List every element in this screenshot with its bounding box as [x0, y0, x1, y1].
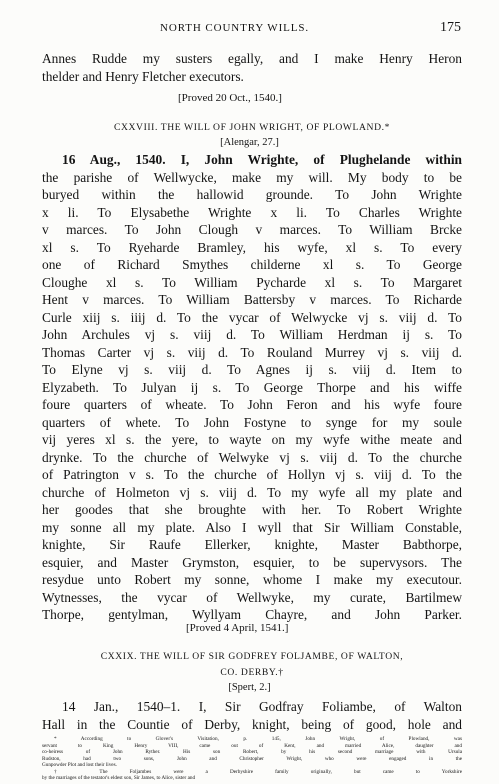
text-line: resydue unto Robert my sonne, whome I make my executour.	[42, 572, 462, 587]
proved-note: [Proved 4 April, 1541.]	[186, 622, 289, 634]
text-line: esquier, and Master Grymston, esquier, to be supervysors. The	[42, 554, 462, 570]
text-line: Hall in the Countie of Derby, knight, being of good, hole and	[42, 716, 462, 732]
text-line: Elyzabeth. To Julyan ij s. To George Thorpe and his wiffe	[42, 379, 462, 395]
text-line: Wytnesses, the vycar of Wellwyke, my curate, Bartilmew	[42, 589, 462, 605]
text-line: one of Richard Smythes childerne xl s. To George	[42, 257, 462, 272]
previous-will-ending	[42, 50, 462, 85]
text-line: foure quarters of wheate. To John Feron and his wyfe foure	[42, 397, 462, 412]
text-line: thelder and Henry Fletcher executors.	[42, 68, 244, 84]
will-heading-continued: CO. DERBY.†	[220, 667, 284, 678]
text-line: vij yeres xl s. the yere, to wayte on my wyfe withe meate and	[42, 432, 462, 447]
footnote-line: † The Foljambes were a Derbyshire family originally, but came to Yorkshire	[54, 768, 462, 775]
footnote-line: * According to Glover's Visitation, p. 145, John Wright, of Plowland, was	[54, 736, 462, 742]
footnote-line: Rudston, had two sons, John and Christopher Wright, who were engaged in the	[42, 755, 462, 762]
text-line: drynke. To the churche of Welwyke vj s. viij d. To the churche	[42, 449, 462, 465]
text-line: my sonne all my plate. Also I wyll that Sir William Constable,	[42, 519, 462, 535]
will-heading: CXXIX. THE WILL OF SIR GODFREY FOLJAMBE, OF WALTON,	[100, 651, 404, 662]
text-line: 16 Aug., 1540. I, John Wrighte, of Plughelande within	[62, 152, 462, 167]
text-line: buryed within the hallowid grounde. To John Wrighte	[42, 187, 462, 202]
text-line: Thomas Carter vj s. viij d. To Rouland Murrey vj s. viij d.	[42, 344, 462, 360]
page-number: 175	[440, 20, 461, 35]
text-line: knighte, Sir Raufe Ellerker, knighte, Master Babthorpe,	[42, 537, 462, 552]
text-line: her goodes that she broughte with her. To Robert Wrighte	[42, 502, 462, 517]
will-body	[42, 698, 462, 733]
will-source: [Alengar, 27.]	[220, 137, 279, 148]
text-line: Hent v marces. To William Battersby v marces. To Richarde	[42, 292, 462, 307]
will-heading: CXXVIII. THE WILL OF JOHN WRIGHT, OF PLOWLAND.*	[113, 122, 390, 133]
footnote-line: servant to King Henry VIII, came out of Kent, and married Alice, daughter and	[42, 742, 462, 749]
text-line: v marces. To John Clough v marces. To William Brcke	[42, 222, 462, 237]
text-line: Annes Rudde my susters egally, and I make Henry Heron	[42, 51, 462, 66]
running-title: NORTH COUNTRY WILLS.	[160, 22, 310, 34]
text-line: Curle xiij s. iiij d. To the vycar of Welwycke vj s. viij d. To	[42, 309, 462, 325]
text-line: Cloughe xl s. To William Pycharde xl s. To Margaret	[42, 274, 462, 290]
text-line: xl s. To Ryeharde Bramley, his wyfe, xl s. To every	[42, 239, 462, 255]
will-body	[42, 151, 462, 624]
text-line: 14 Jan., 1540–1. I, Sir Godfray Foliambe, of Walton	[62, 699, 462, 714]
text-line: of Patrington v s. To the churche of Hollyn vj s. viij d. To the	[42, 467, 462, 482]
text-line: To Elyne vj s. viij d. To Agnes ij s. viij d. Item to	[42, 362, 462, 377]
text-line: churche of Holmeton vj s. viij d. To my wyfe all my plate and	[42, 484, 462, 500]
text-line: Thorpe, gentylman, Wyllyam Chayre, and John Parker.	[42, 607, 462, 622]
text-line: John Archules vj s. viij d. To William Herdman ij s. To	[42, 327, 462, 342]
footnote-line: Gunpowder Plot and lost their lives.	[42, 762, 117, 768]
footnote-line: co-heiress of John Ryther. His son Robert, by his second marriage with Ursula	[42, 749, 462, 755]
footnote-line: by the marriages of the testator's eldest son, Sir James, to Alice, sister and	[42, 775, 196, 781]
text-line: x li. To Elysabethe Wrighte x li. To Charles Wrighte	[42, 204, 462, 220]
proved-note: [Proved 20 Oct., 1540.]	[178, 92, 282, 104]
will-source: [Spert, 2.]	[228, 682, 271, 693]
text-line: the parishe of Wellwycke, make my will. My body to be	[42, 169, 462, 185]
text-line: quarters of whete. To John Fostyne to synge for my soule	[42, 414, 462, 430]
footnotes	[42, 736, 462, 782]
